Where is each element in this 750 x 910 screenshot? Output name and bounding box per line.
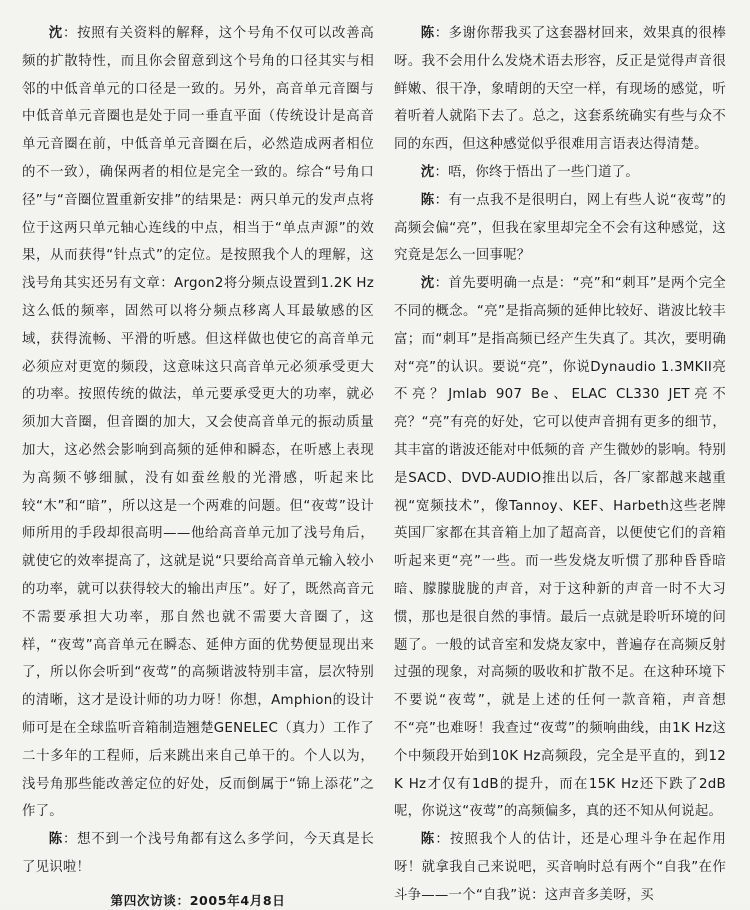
right-column [394,20,726,910]
speaker-label: 沈 [48,26,63,41]
speaker-label: 陈 [420,26,435,41]
speaker-label: 陈 [420,192,435,208]
paragraph-text: ：按照我个人的估计，还是心理斗争在起作用呀！就拿我自己来说吧，买音响时总有两个“自我”在作斗争——一个“自我”说：这声音多美呀，买 [394,832,726,903]
paragraph-text: ：按照有关资料的解释，这个号角不仅可以改善高频的扩散特性，而且你会留意到这个号角的口径其实与相邻的中低音单元的口径是一致的。另外，高音单元音圈与中低音单元音圈也是处于同一垂直平面（传统设计是高音单元音圈在前，中低音单元音圈在后，必然造成两者相位的不一致），确保两者的相位是完全一致的。综合“号角口径”与“音圈位置重新安排”的结果是：两只单元的发声点将位于这两只单元轴心连线的中点，相当于“单点声源”的效果，从而获得“针点式”的定位。是按照我个人的理解，这浅号角其实还另有文章：Argon2将分频点设置到1.2K Hz这么低的频率，固然可以将分频点移离人耳最敏感的区域，获得流畅、平滑的听感。但这样做也使它的高音单元必须应对更宽的频段，这意味这只高音单元必须承受更大的功率。按照传统的做法，单元要承受更大的功率，就必须加大音圈，但音圈的加大，又会使高音单元的振动质量加大，这必然会影响到高频的延伸和瞬态，在听感上表现为高频不够细腻，没有如蚕丝般的光滑感，听起来比较“木”和“暗”，所以这是一个两难的问题。但“夜莺”设计师所用的手段却很高明——他给高音单元加了浅号角后，就使它的效率提高了，这就是说“只要给高音单元输入较小的功率，就可以获得较大的输出声压”。好了，既然高音元不需要承担大功率，那自然也就不需要大音圈了，这样，“夜莺”高音单元在瞬态、延伸方面的优势便显现出来了，所以你会听到“夜莺”的高频谐波特别丰富，层次特别的清晰，这才是设计师的功力呀！你想，Amphion的设计师可是在全球监听音箱制造翘楚GENELEC（真力）工作了二十多年的工程师，后来跳出来自己单干的。个人以为，浅号角那些能改善定位的好处，反而倒属于“锦上添花”之作了。 [22,26,375,820]
speaker-label: 陈 [48,832,63,848]
left-column [22,20,374,909]
interview-paragraph [394,270,726,826]
paragraph-text: ：多谢你帮我买了这套器材回来，效果真的很棒呀。我不会用什么发烧术语去形容，反正是觉得声音很鲜嫩、很干净，象晴朗的天空一样，有现场的感觉，听着听着人就陷下去了。总之，这套系统确实有些与众不同的东西，但这种感觉似乎很难用言语表达得清楚。 [394,26,727,153]
interview-paragraph [394,187,726,270]
interview-paragraph [394,826,726,909]
speaker-label: 陈 [420,832,436,848]
interview-paragraph [394,20,726,159]
section-heading: 第四次访谈：2005年4月8日 [110,892,286,908]
speaker-label: 沈 [420,164,435,180]
interview-paragraph [22,826,374,882]
interview-paragraph [22,20,374,826]
paragraph-text: ：首先要明确一点是：“亮”和“刺耳”是两个完全不同的概念。“亮”是指高频的延伸比较好、谐波比较丰富；而“刺耳”是指高频已经产生失真了。其次，要明确对“亮”的认识。要说“亮”，你说Dynaudio 1.3MKII亮不亮？Jmlab 907 Be、ELAC CL330 JET亮不亮？“亮”有亮的好处，它可以使声音拥有更多的细节，其丰富的谐波还能对中低频的音 产生微妙的影响。特别是SACD、DVD-AUDIO推出以后，各厂家都越来越重视“宽频技术”，像Tannoy、KEF、Harbeth这些老牌英国厂家都在其音箱上加了超高音，以便使它们的音箱听起来更“亮”一些。而一些发烧友听惯了那种昏昏暗暗、朦朦胧胧的声音，对于这种新的声音一时不大习惯，那也是很自然的事情。最后一点就是聆听环境的问题了。一般的试音室和发烧友家中，普遍存在高频反射过强的现象，对高频的吸收和扩散不足。在这种环境下不要说“夜莺”，就是上述的任何一款音箱，声音想不“亮”也难呀！我查过“夜莺”的频响曲线，由1K Hz这个中频段开始到10K Hz高频段，完全是平直的，到12K Hz才仅有1dB的提升，而在15K Hz还下跌了2dB呢，你说这“夜莺”的高频偏多，真的还不知从何说起。 [394,276,727,820]
paragraph-text: ：想不到一个浅号角都有这么多学问，今天真是长了见识啦！ [22,832,375,875]
interview-paragraph [394,159,726,187]
paragraph-text: ：有一点我不是很明白，网上有些人说“夜莺”的高频会偏“亮”，但我在家里却完全不会有这种感觉，这究竟是怎么一回事呢？ [394,192,727,264]
paragraph-text: ：唔，你终于悟出了一些门道了。 [434,164,640,180]
speaker-label: 沈 [420,276,435,292]
